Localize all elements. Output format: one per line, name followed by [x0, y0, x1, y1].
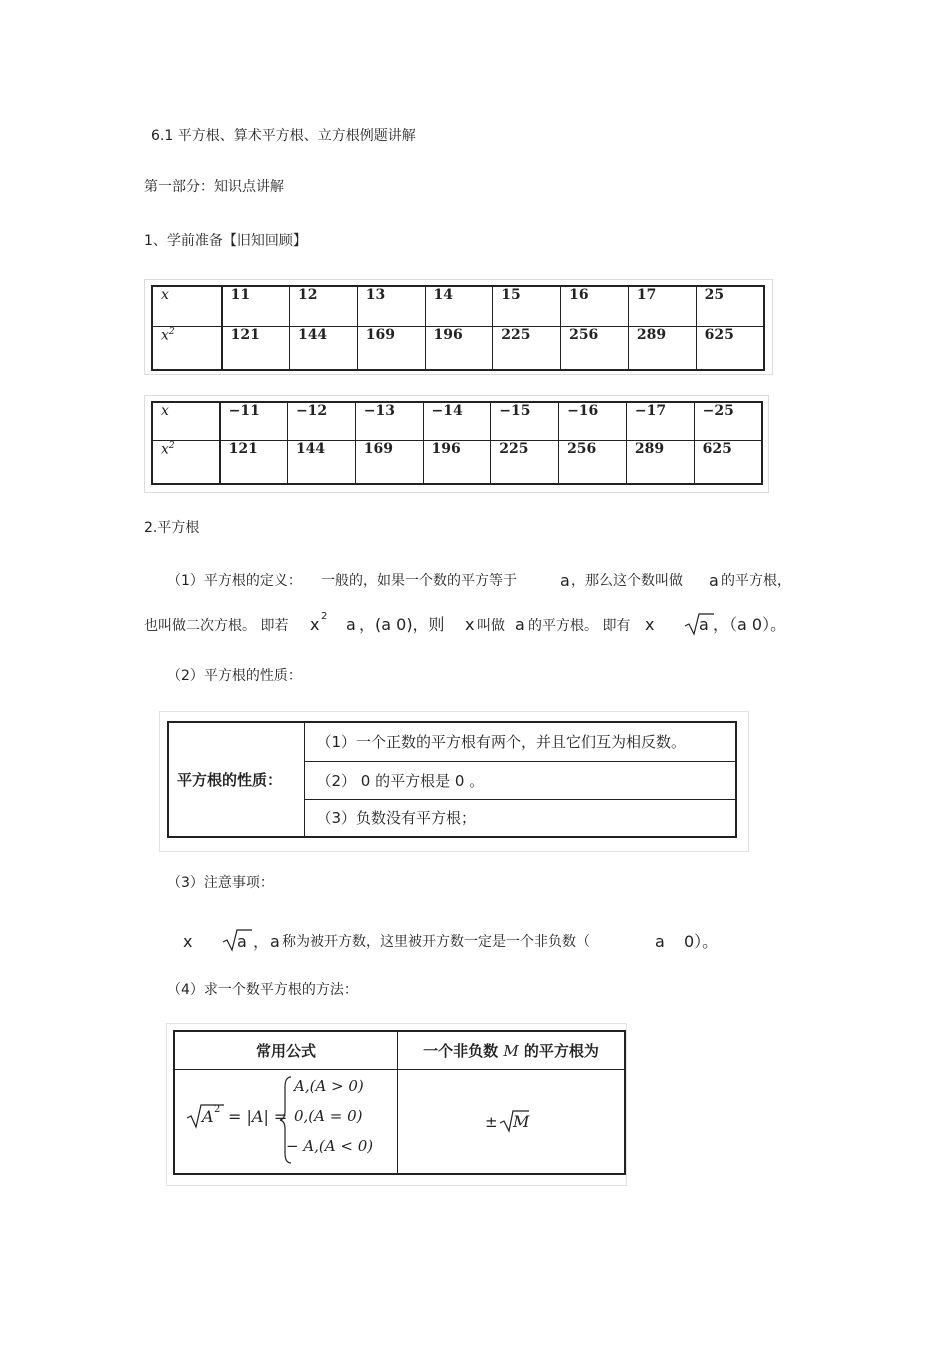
- table-cell: 289: [628, 326, 696, 370]
- variable-x: x: [310, 615, 320, 634]
- square-table-negative: [144, 395, 769, 493]
- table-cell: 289: [626, 440, 694, 484]
- section2-heading: 2.平方根: [144, 520, 200, 536]
- table-cell: 256: [559, 440, 627, 484]
- table-cell: −15: [491, 402, 559, 440]
- method-header-root: 一个非负数 M 的平方根为: [398, 1031, 626, 1069]
- definition-label: （1）平方根的定义：: [167, 573, 302, 589]
- table-cell: 17: [628, 286, 696, 326]
- table-cell: 121: [222, 326, 290, 370]
- method-table: [166, 1023, 627, 1186]
- variable-a: a: [270, 932, 280, 951]
- table-cell: −12: [287, 402, 355, 440]
- table-cell: 196: [423, 440, 491, 484]
- table-cell: −13: [355, 402, 423, 440]
- definition-text: 的平方根，: [721, 573, 791, 589]
- property-table-label: 平方根的性质：: [168, 722, 304, 837]
- note-label: （3）注意事项：: [167, 875, 274, 891]
- table-cell: 144: [287, 440, 355, 484]
- method-root-cell: ± M: [398, 1069, 626, 1174]
- note-text: 0）。: [684, 932, 719, 951]
- square-table-positive-grid: [151, 285, 765, 371]
- table-cell: 25: [696, 286, 764, 326]
- variable-a: a: [709, 571, 719, 590]
- variable-a: a: [655, 932, 665, 951]
- property-item: （2） 0 的平方根是 0 。: [304, 761, 736, 799]
- definition-text: 的平方根。 即有: [528, 618, 631, 634]
- variable-x: x: [645, 615, 655, 634]
- case-negative: − A,(A < 0): [286, 1137, 374, 1156]
- square-table-negative-grid: [151, 401, 763, 485]
- case-positive: A,(A > 0): [294, 1077, 364, 1096]
- table-cell: 16: [561, 286, 629, 326]
- definition-text: 一般的，如果一个数的平方等于: [321, 573, 517, 589]
- variable-a: a: [346, 615, 356, 634]
- table-cell: −14: [423, 402, 491, 440]
- property-item: （1）一个正数的平方根有两个，并且它们互为相反数。: [304, 722, 736, 761]
- table-cell: 15: [493, 286, 561, 326]
- table-cell: 14: [425, 286, 493, 326]
- table-cell: 625: [696, 326, 764, 370]
- table-cell: −25: [694, 402, 762, 440]
- table-cell: 169: [355, 440, 423, 484]
- variable-x: x: [183, 932, 193, 951]
- table-cell: x: [152, 402, 220, 440]
- method-formula-cell: A 2 = |A| = A,(A > 0) 0,(A = 0) − A,(A < 0): [174, 1069, 398, 1174]
- plus-minus: ±: [485, 1113, 498, 1132]
- variable-a: a: [515, 615, 525, 634]
- property-item: （3）负数没有平方根；: [304, 799, 736, 837]
- case-zero: 0,(A = 0): [294, 1107, 363, 1126]
- table-cell: 12: [289, 286, 357, 326]
- property-table: [159, 711, 749, 852]
- part-heading: 第一部分：知识点讲解: [144, 179, 284, 195]
- definition-text: ，那么这个数叫做: [571, 573, 683, 589]
- note-text: 称为被开方数，这里被开方数一定是一个非负数（: [282, 934, 590, 950]
- table-cell: 121: [220, 440, 288, 484]
- document-title: 6.1 平方根、算术平方根、立方根例题讲解: [151, 128, 416, 144]
- exponent-2: 2: [321, 611, 328, 622]
- condition: ，(a 0)，则: [359, 615, 445, 634]
- method-header-formula: 常用公式: [174, 1031, 398, 1069]
- property-table-grid: [167, 721, 737, 838]
- square-table-positive: [144, 279, 773, 375]
- variable-a: a: [560, 571, 570, 590]
- section1-heading: 1、学前准备【旧知回顾】: [144, 233, 307, 249]
- table-cell: 169: [357, 326, 425, 370]
- method-table-grid: [173, 1030, 626, 1175]
- table-cell: 225: [493, 326, 561, 370]
- table-cell: 13: [357, 286, 425, 326]
- table-cell: −11: [220, 402, 288, 440]
- variable-x: x: [465, 615, 475, 634]
- method-label: （4）求一个数平方根的方法：: [167, 982, 358, 998]
- table-cell: $x^2$: [152, 326, 222, 370]
- definition-text: 也叫做二次方根。 即若: [144, 618, 289, 634]
- table-cell: 144: [289, 326, 357, 370]
- table-cell: 625: [694, 440, 762, 484]
- property-label: （2）平方根的性质：: [167, 668, 302, 684]
- table-cell: 256: [561, 326, 629, 370]
- table-cell: x: [152, 286, 222, 326]
- note-text: ，: [253, 932, 270, 951]
- table-cell: −17: [626, 402, 694, 440]
- condition: ，（a 0）。: [713, 615, 787, 634]
- definition-text: 叫做: [477, 618, 505, 634]
- formula-equals: = |A| =: [228, 1107, 288, 1127]
- table-cell: $x^2$: [152, 440, 220, 484]
- table-cell: 196: [425, 326, 493, 370]
- table-cell: 11: [222, 286, 290, 326]
- table-cell: −16: [559, 402, 627, 440]
- table-cell: 225: [491, 440, 559, 484]
